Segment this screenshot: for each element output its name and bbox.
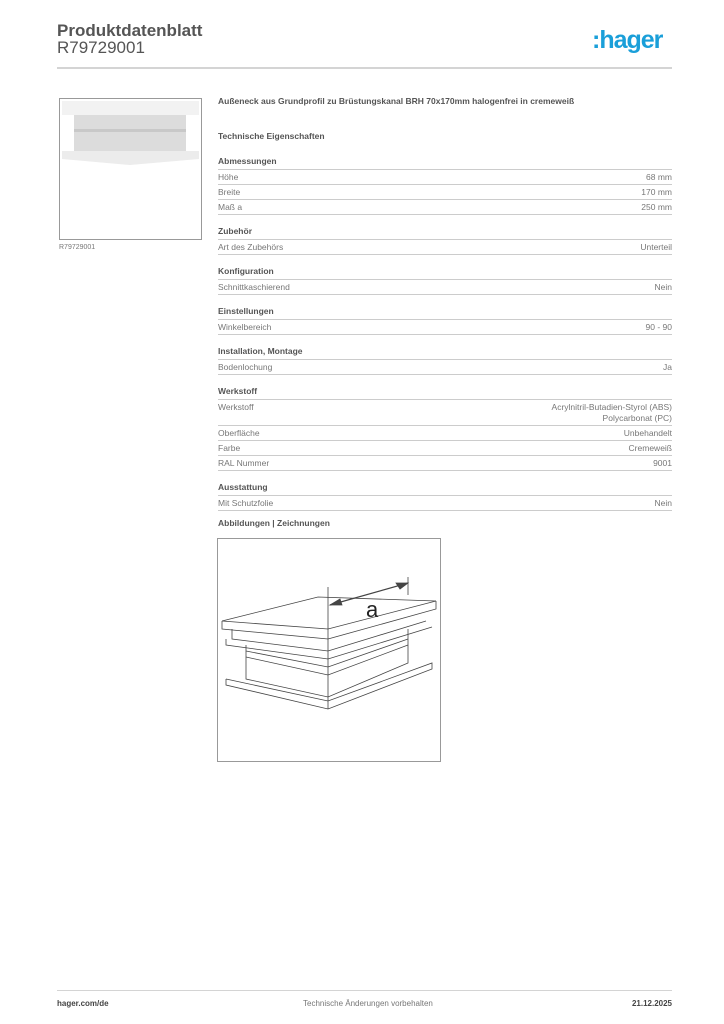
property-value: Cremeweiß	[628, 442, 672, 453]
property-section	[218, 265, 672, 295]
property-label: Schnittkaschierend	[218, 281, 290, 292]
property-row	[218, 360, 672, 375]
footer-disclaimer: Technische Änderungen vorbehalten	[303, 999, 433, 1008]
property-label: Höhe	[218, 171, 239, 182]
property-row	[218, 441, 672, 456]
page-title: Produktdatenblatt	[57, 21, 203, 40]
property-value: 68 mm	[646, 171, 672, 182]
thumbnail-caption: R79729001	[59, 244, 96, 251]
property-label: Mit Schutzfolie	[218, 497, 274, 508]
property-row	[218, 170, 672, 185]
property-label: Winkelbereich	[218, 321, 272, 332]
section-heading: Einstellungen	[218, 305, 672, 320]
property-value: Acrylnitril-Butadien-Styrol (ABS) Polycarbonat (PC)	[551, 401, 672, 423]
property-section	[218, 481, 672, 511]
footer-website[interactable]: hager.com/de	[57, 999, 109, 1008]
section-heading: Konfiguration	[218, 265, 672, 280]
section-heading: Abmessungen	[218, 155, 672, 170]
product-thumbnail	[59, 98, 202, 240]
property-value: 90 - 90	[645, 321, 672, 332]
property-section	[218, 345, 672, 375]
property-label: Bodenlochung	[218, 361, 273, 372]
property-row	[218, 320, 672, 335]
product-description: Außeneck aus Grundprofil zu Brüstungskanal BRH 70x170mm halogenfrei in cremeweiß	[218, 96, 575, 106]
property-section	[218, 385, 672, 471]
property-value: 170 mm	[641, 186, 672, 197]
tech-properties-heading: Technische Eigenschaften	[218, 131, 325, 141]
dimension-label: a	[366, 597, 379, 622]
property-value: Nein	[654, 281, 672, 292]
section-heading: Ausstattung	[218, 481, 672, 496]
property-row	[218, 200, 672, 215]
product-code: R79729001	[57, 38, 145, 57]
hager-logo: :hager	[592, 26, 663, 54]
footer-date: 21.12.2025	[631, 999, 672, 1008]
property-row	[218, 280, 672, 295]
property-label: Breite	[218, 186, 241, 197]
property-label: Werkstoff	[218, 401, 254, 412]
property-section	[218, 225, 672, 255]
properties-table	[218, 155, 672, 521]
property-section	[218, 155, 672, 215]
property-row	[218, 456, 672, 471]
property-label: RAL Nummer	[218, 457, 270, 468]
property-label: Farbe	[218, 442, 241, 453]
section-heading: Zubehör	[218, 225, 672, 240]
property-row	[218, 426, 672, 441]
property-label: Art des Zubehörs	[218, 241, 284, 252]
property-value: 250 mm	[641, 201, 672, 212]
technical-drawing	[217, 538, 441, 762]
property-value: Unterteil	[640, 241, 672, 252]
property-value: Nein	[654, 497, 672, 508]
property-label: Maß a	[218, 201, 243, 212]
property-row	[218, 400, 672, 426]
section-heading: Installation, Montage	[218, 345, 672, 360]
footer-divider	[57, 990, 672, 991]
property-row	[218, 185, 672, 200]
figures-heading: Abbildungen | Zeichnungen	[218, 518, 330, 528]
property-value: 9001	[653, 457, 672, 468]
property-row	[218, 240, 672, 255]
property-row	[218, 496, 672, 511]
header-divider	[57, 67, 672, 69]
property-value: Unbehandelt	[623, 427, 672, 438]
property-section	[218, 305, 672, 335]
property-label: Oberfläche	[218, 427, 260, 438]
property-value: Ja	[663, 361, 672, 372]
section-heading: Werkstoff	[218, 385, 672, 400]
